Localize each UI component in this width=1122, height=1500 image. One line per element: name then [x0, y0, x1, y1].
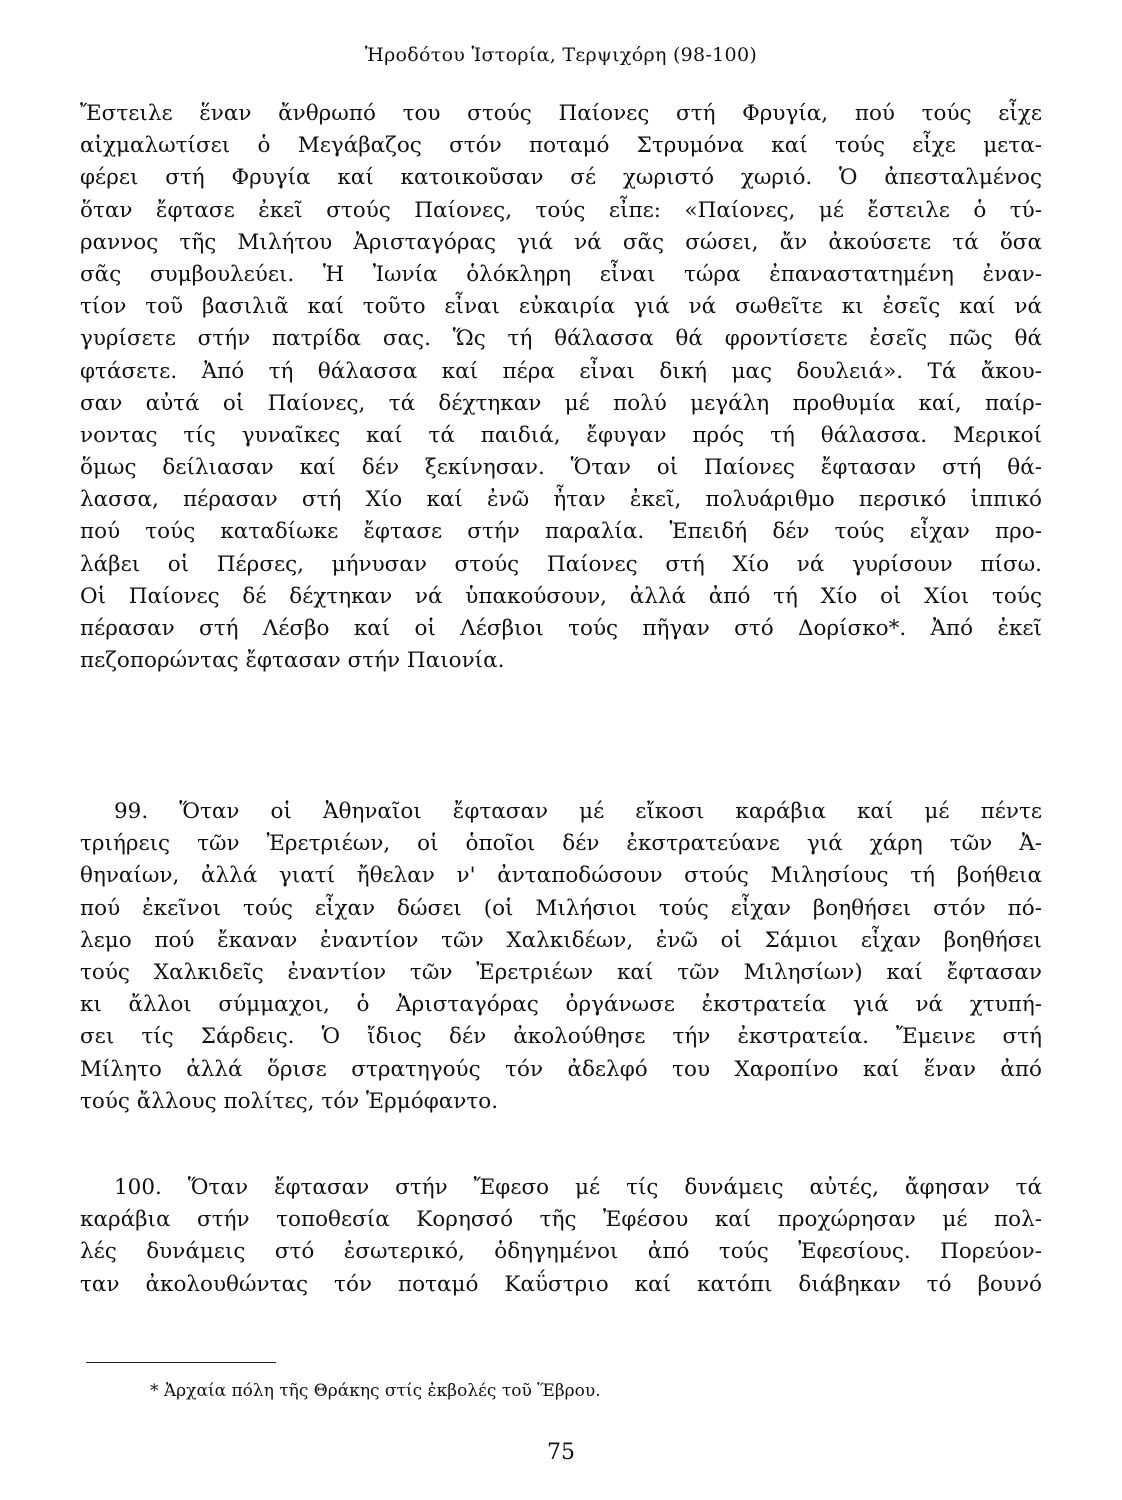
- text-line: πού τούς καταδίωκε ἔφτασε στήν παραλία. Ἐπειδή δέν τούς εἶχαν προ-: [80, 519, 1042, 545]
- footnote: * Ἀρχαία πόλη τῆς Θράκης στίς ἐκβολές τοῦ Ἕβρου.: [150, 1381, 601, 1401]
- text-line: λές δυνάμεις στό ἐσωτερικό, ὁδηγημένοι ἀπό τούς Ἐφεσίους. Πορεύον-: [80, 1239, 1042, 1265]
- text-line: πέρασαν στή Λέσβο καί οἱ Λέσβιοι τούς πῆγαν στό Δορίσκο*. Ἀπό ἐκεῖ: [80, 616, 1042, 641]
- text-line: λάβει οἱ Πέρσες, μήνυσαν στούς Παίονες στή Χίο νά γυρίσουν πίσω.: [80, 551, 1042, 577]
- footnote-divider: [86, 1362, 276, 1363]
- text-line: 99. Ὅταν οἱ Ἀθηναῖοι ἔφτασαν μέ εἴκοσι καράβια καί μέ πέντε: [114, 799, 1042, 824]
- text-line: Οἱ Παίονες δέ δέχτηκαν νά ὑπακούσουν, ἀλλά ἀπό τή Χίο οἱ Χίοι τούς: [80, 583, 1042, 609]
- text-line: Μίλητο ἀλλά ὅρισε στρατηγούς τόν ἀδελφό του Χαροπίνο καί ἕναν ἀπό: [80, 1056, 1042, 1082]
- text-line: τίον τοῦ βασιλιᾶ καί τοῦτο εἶναι εὐκαιρία γιά νά σωθεῖτε κι ἐσεῖς καί νά: [80, 294, 1042, 320]
- text-line: αἰχμαλωτίσει ὁ Μεγάβαζος στόν ποταμό Στρυμόνα καί τούς εἶχε μετα-: [80, 133, 1042, 159]
- text-line: καράβια στήν τοποθεσία Κορησσό τῆς Ἐφέσου καί προχώρησαν μέ πολ-: [80, 1207, 1042, 1233]
- text-line: ραννος τῆς Μιλήτου Ἀρισταγόρας γιά νά σᾶς σώσει, ἄν ἀκούσετε τά ὅσα: [80, 229, 1042, 255]
- text-line: θηναίων, ἀλλά γιατί ἤθελαν ν' ἀνταποδώσουν στούς Μιλησίους τή βοήθεια: [80, 863, 1042, 889]
- text-line: πεζοπορώντας ἔφτασαν στήν Παιονία.: [80, 648, 505, 674]
- text-line: λασσα, πέρασαν στή Χίο καί ἐνῶ ἦταν ἐκεῖ, πολυάριθμο περσικό ἱππικό: [80, 487, 1042, 513]
- text-line: πού ἐκεῖνοι τούς εἶχαν δώσει (οἱ Μιλήσιοι τούς εἶχαν βοηθήσει στόν πό-: [80, 895, 1042, 921]
- text-line: σᾶς συμβουλεύει. Ἡ Ἰωνία ὁλόκληρη εἶναι τώρα ἐπαναστατημένη ἐναν-: [80, 261, 1042, 287]
- text-line: φτάσετε. Ἀπό τή θάλασσα καί πέρα εἶναι δική μας δουλειά». Τά ἄκου-: [80, 358, 1042, 384]
- text-line: φέρει στή Φρυγία καί κατοικοῦσαν σέ χωριστό χωριό. Ὁ ἀπεσταλμένος: [80, 165, 1042, 191]
- text-line: τριήρεις τῶν Ἐρετριέων, οἱ ὁποῖοι δέν ἐκστρατεύανε γιά χάρη τῶν Ἀ-: [80, 831, 1042, 857]
- text-line: τούς ἄλλους πολίτες, τόν Ἑρμόφαντο.: [80, 1088, 499, 1114]
- paragraph-100: [80, 1172, 1042, 1301]
- paragraph-99: [80, 796, 1042, 1118]
- text-line: γυρίσετε στήν πατρίδα σας. Ὥς τή θάλασσα θά φροντίσετε ἐσεῖς πῶς θά: [80, 326, 1042, 352]
- text-line: νοντας τίς γυναῖκες καί τά παιδιά, ἔφυγαν πρός τή θάλασσα. Μερικοί: [80, 422, 1042, 448]
- text-line: κι ἄλλοι σύμμαχοι, ὁ Ἀρισταγόρας ὀργάνωσε ἐκστρατεία γιά νά χτυπή-: [80, 992, 1042, 1018]
- text-line: τούς Χαλκιδεῖς ἐναντίον τῶν Ἐρετριέων καί τῶν Μιλησίων) καί ἔφτασαν: [80, 959, 1042, 985]
- text-line: Ἔστειλε ἕναν ἄνθρωπό του στούς Παίονες στή Φρυγία, πού τούς εἶχε: [80, 101, 1042, 126]
- text-line: σαν αὐτά οἱ Παίονες, τά δέχτηκαν μέ πολύ μεγάλη προθυμία καί, παίρ-: [80, 390, 1042, 416]
- text-line: σει τίς Σάρδεις. Ὁ ἴδιος δέν ἀκολούθησε τήν ἐκστρατεία. Ἔμεινε στή: [80, 1024, 1042, 1050]
- running-head: Ἡροδότου Ἱστορία, Τερψιχόρη (98-100): [364, 44, 758, 66]
- paragraph-98: [80, 98, 1042, 677]
- text-line: ὅταν ἔφτασε ἐκεῖ στούς Παίονες, τούς εἶπε: «Παίονες, μέ ἔστειλε ὁ τύ-: [80, 197, 1042, 223]
- text-line: λεμο πού ἔκαναν ἐναντίον τῶν Χαλκιδέων, ἐνῶ οἱ Σάμιοι εἶχαν βοηθήσει: [80, 927, 1042, 953]
- text-line: ταν ἀκολουθώντας τόν ποταμό Καΰστριο καί κατόπι διάβηκαν τό βουνό: [80, 1271, 1042, 1297]
- page-number: 75: [547, 1440, 575, 1465]
- text-line: 100. Ὅταν ἔφτασαν στήν Ἔφεσο μέ τίς δυνάμεις αὐτές, ἄφησαν τά: [114, 1175, 1042, 1200]
- text-line: ὅμως δείλιασαν καί δέν ξεκίνησαν. Ὅταν οἱ Παίονες ἔφτασαν στή θά-: [80, 455, 1042, 481]
